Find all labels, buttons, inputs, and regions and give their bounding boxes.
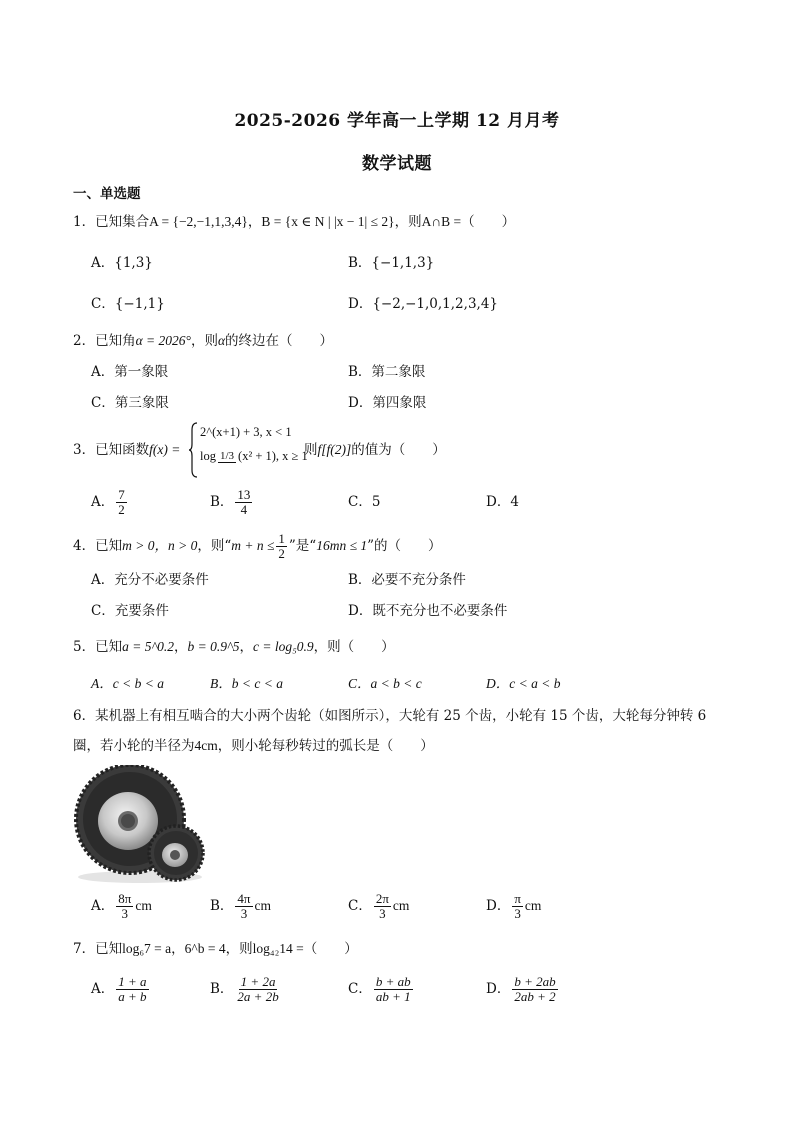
question-3 <box>73 440 180 460</box>
gears-icon <box>72 765 206 885</box>
q2-mid: ，则 <box>190 333 218 349</box>
q3-suffix: 的值为（ ） <box>351 442 446 458</box>
question-4 <box>73 532 442 561</box>
q4-expr1: m + n ≤ <box>231 538 275 553</box>
q6-option-c[interactable]: C． $\frac{2\pi}{3}$ cm <box>348 891 410 921</box>
q6-option-d[interactable]: D． $\frac{\pi}{3}$ cm <box>486 891 542 921</box>
q5-option-d[interactable]: D．c < a < b <box>486 676 561 691</box>
q1-set-a: A = {−2,−1,1,3,4} <box>149 214 248 229</box>
q4-mid: ，则“ <box>197 538 232 554</box>
q7-prefix: 7．已知 <box>73 941 123 957</box>
q1-option-b[interactable]: B．{−1,1,3} <box>348 255 435 271</box>
q2-expr: α = 2026° <box>135 333 191 348</box>
q3-case-2 <box>200 446 308 466</box>
q5-a: a = 5^0.2 <box>122 639 175 654</box>
q3-option-b[interactable]: B． $\frac{13}{4}$ <box>210 487 251 517</box>
q1-prefix: 1．已知集合 <box>73 214 150 230</box>
q2-option-d[interactable]: D．第四象限 <box>348 395 427 411</box>
q2-option-a[interactable]: A．第一象限 <box>91 364 169 380</box>
q4-expr2: 16mn ≤ 1 <box>316 538 368 553</box>
q3-ffx: f[f(2)] <box>317 442 352 457</box>
q2-prefix: 2．已知角 <box>73 333 136 349</box>
q4-mid2: ”是“ <box>288 538 317 554</box>
page-subtitle: 数学试题 <box>362 154 432 174</box>
q6-option-c-frac: $\frac{2\pi}{3}$ <box>375 891 389 921</box>
q4-half: $\frac{1}{2}$ <box>278 531 285 561</box>
q3-case2-base: 1/3 <box>219 450 235 463</box>
page-title: 2025-2026 学年高一上学期 12 月月考 <box>234 111 560 131</box>
q3-piecewise-brace <box>189 422 199 478</box>
q5-prefix: 5．已知 <box>73 639 123 655</box>
q1-suffix: ，则 <box>394 214 422 230</box>
q7-option-c-frac: $\frac{b + ab}{ab + 1}$ <box>375 974 411 1004</box>
q7-option-b[interactable]: B． $\frac{1 + 2a}{2a + 2b}$ <box>210 974 279 1004</box>
q5-option-c[interactable]: C．a < b < c <box>348 676 422 691</box>
q7-log-expr: log₆7 = a <box>122 941 172 956</box>
q5-c: c = log₅0.9 <box>252 639 314 654</box>
q1-ask: A∩B =（ ） <box>421 214 516 229</box>
q4-option-c[interactable]: C．充要条件 <box>91 603 169 619</box>
q4-cond: m > 0，n > 0 <box>122 538 198 553</box>
q7-option-d[interactable]: D． $\frac{b + 2ab}{2ab + 2}$ <box>486 974 556 1004</box>
q7-option-a-frac: $\frac{1 + a}{a + b}$ <box>118 974 147 1004</box>
q5-suffix: ，则（ ） <box>313 639 395 655</box>
question-7: 7．已知log₆7 = a，6^b = 4，则log₄₂14 =（ ） <box>73 941 358 957</box>
q2-suffix: 的终边在（ ） <box>225 333 334 349</box>
question-1: 1．已知集合A = {−2,−1,1,3,4}，B = {x ∈ N | |x − 1| ≤ 2}，则A∩B =（ ） <box>73 214 516 230</box>
q6-option-d-frac: $\frac{\pi}{3}$ <box>514 891 521 921</box>
question-3-tail <box>304 440 446 460</box>
question-2 <box>73 331 333 351</box>
q7-option-c[interactable]: C． $\frac{b + ab}{ab + 1}$ <box>348 974 411 1004</box>
q4-option-d[interactable]: D．既不充分也不必要条件 <box>348 603 508 619</box>
q3-case2-arg: (x² + 1), x ≥ 1 <box>238 449 308 463</box>
question-5: 5．已知a = 5^0.2，b = 0.9^5，c = log₅0.9，则（ ） <box>73 639 395 655</box>
q3-fx: f(x) = <box>149 442 181 457</box>
q3-option-d[interactable]: D．4 <box>486 494 519 510</box>
q5-option-a[interactable]: A．c < b < a <box>91 676 164 691</box>
q7-option-b-frac: $\frac{1 + 2a}{2a + 2b}$ <box>237 974 279 1004</box>
section-heading: 一、单选题 <box>73 186 141 202</box>
q6-option-a-frac: $\frac{8\pi}{3}$ <box>118 891 132 921</box>
q1-option-a[interactable]: A．{1,3} <box>91 255 153 271</box>
q1-option-d[interactable]: D．{−2,−1,0,1,2,3,4} <box>348 296 498 312</box>
q3-case2-log: log <box>200 449 216 463</box>
q1-set-b: B = {x ∈ N | |x − 1| ≤ 2} <box>261 214 395 229</box>
q3-mid: 则 <box>304 442 318 458</box>
q2-option-c[interactable]: C．第三象限 <box>91 395 169 411</box>
q2-option-b[interactable]: B．第二象限 <box>348 364 426 380</box>
q4-prefix: 4．已知 <box>73 538 123 554</box>
q5-option-b[interactable]: B．b < c < a <box>210 676 283 691</box>
question-6-line-1: 6．某机器上有相互啮合的大小两个齿轮（如图所示），大轮有 25 个齿，小轮有 15 个齿，大轮每分钟转 6 <box>73 708 707 724</box>
q1-option-c[interactable]: C．{−1,1} <box>91 296 165 312</box>
q3-option-c[interactable]: C．5 <box>348 494 381 510</box>
q4-suffix: ”的（ ） <box>367 538 442 554</box>
q3-option-b-frac: $\frac{13}{4}$ <box>237 487 251 517</box>
question-6-line-2: 圈，若小轮的半径为4cm，则小轮每秒转过的弧长是（ ） <box>73 738 434 754</box>
q6-option-b[interactable]: B． $\frac{4\pi}{3}$ cm <box>210 891 271 921</box>
q3-case-1: 2^(x+1) + 3, x < 1 <box>200 425 292 439</box>
q7-option-d-frac: $\frac{b + 2ab}{2ab + 2}$ <box>514 974 556 1004</box>
q5-b: b = 0.9^5 <box>187 639 240 654</box>
q3-option-a-frac: $\frac{7}{2}$ <box>118 487 125 517</box>
q6-option-a[interactable]: A． $\frac{8\pi}{3}$ cm <box>91 891 152 921</box>
q3-prefix: 3．已知函数 <box>73 442 150 458</box>
q6-radius: 4cm <box>194 738 218 753</box>
q6-option-b-frac: $\frac{4\pi}{3}$ <box>237 891 251 921</box>
q7-ask: log₄₂14 =（ ） <box>252 941 358 956</box>
q7-option-a[interactable]: A． $\frac{1 + a}{a + b}$ <box>91 974 147 1004</box>
q2-alpha: α <box>217 333 226 348</box>
q4-option-a[interactable]: A．充分不必要条件 <box>91 572 209 588</box>
q4-option-b[interactable]: B．必要不充分条件 <box>348 572 466 588</box>
q3-option-a[interactable]: A． $\frac{7}{2}$ <box>91 487 125 517</box>
q7-exp-expr: 6^b = 4 <box>184 941 226 956</box>
